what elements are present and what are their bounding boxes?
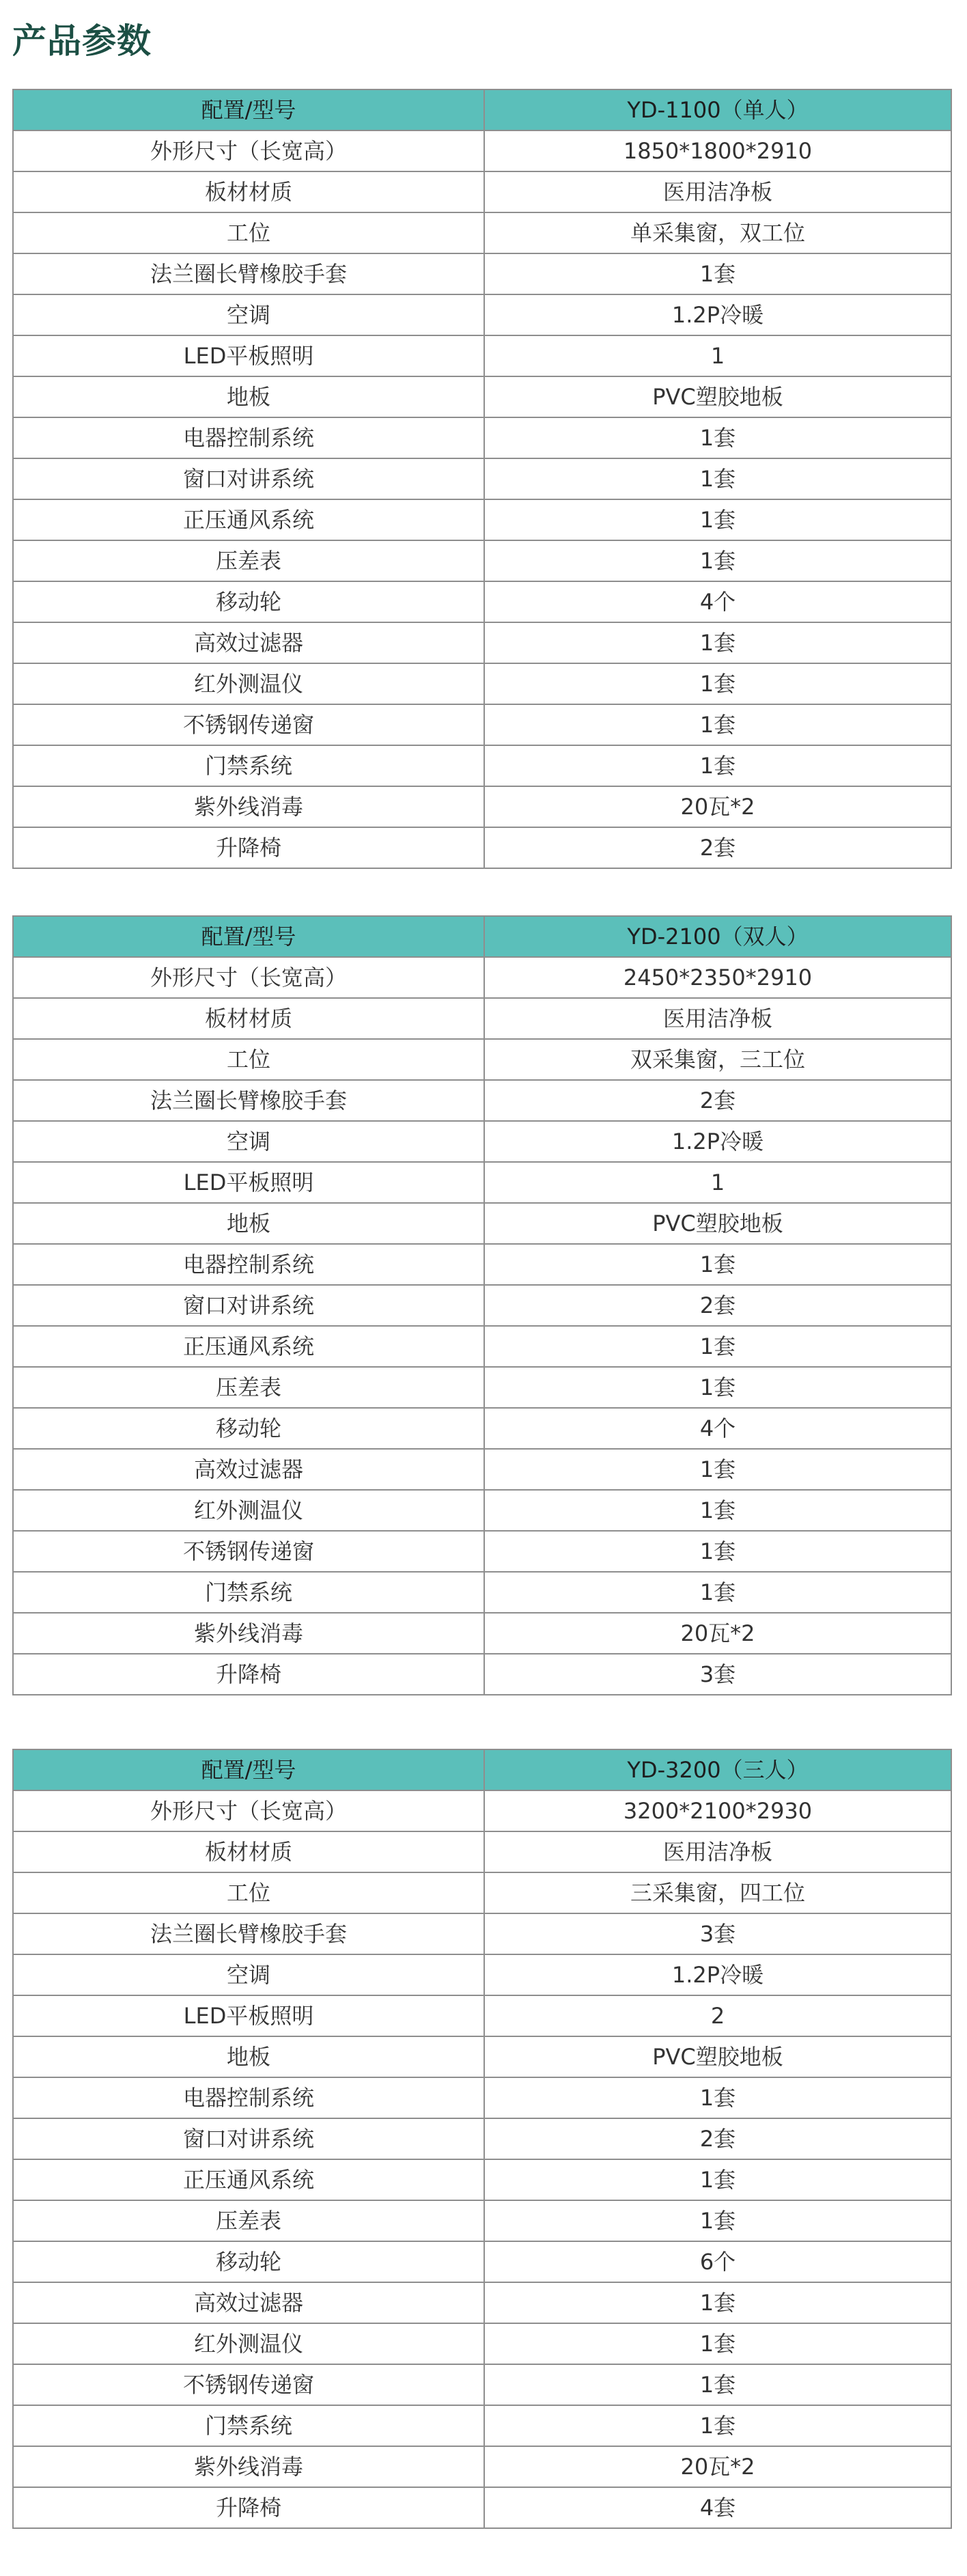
spec-label-cell: 门禁系统 [13,1572,484,1613]
spec-value-cell: 医用洁净板 [484,171,951,212]
spec-label-cell: 高效过滤器 [13,2282,484,2323]
spec-label-cell: 红外测温仪 [13,2323,484,2364]
table-row [13,540,951,581]
spec-table-yd-1100 [12,89,952,869]
spec-label-cell: 板材材质 [13,1831,484,1872]
spec-label-cell: 紫外线消毒 [13,786,484,827]
table-row [13,2241,951,2282]
table-row [13,376,951,417]
table-row [13,663,951,704]
spec-label-cell: 压差表 [13,540,484,581]
table-row [13,2323,951,2364]
table-row [13,458,951,499]
spec-value-cell: 1套 [484,2159,951,2200]
spec-value-cell: PVC塑胶地板 [484,1203,951,1244]
spec-value-cell: 1套 [484,1531,951,1572]
table-row [13,171,951,212]
spec-value-cell: 2套 [484,827,951,868]
table-row [13,1954,951,1995]
spec-label-cell: 紫外线消毒 [13,2446,484,2487]
model-name-cell: YD-3200（三人） [484,1749,951,1790]
spec-value-cell: 2套 [484,1285,951,1326]
spec-label-cell: 法兰圈长臂橡胶手套 [13,1080,484,1121]
table-row [13,130,951,171]
spec-value-cell: 1套 [484,2200,951,2241]
spec-value-cell: 4套 [484,2487,951,2528]
spec-label-cell: 高效过滤器 [13,622,484,663]
spec-value-cell: 1.2P冷暖 [484,1954,951,1995]
table-row [13,827,951,868]
spec-label-cell: LED平板照明 [13,1162,484,1203]
table-row [13,622,951,663]
spec-value-cell: 2 [484,1995,951,2036]
spec-label-cell: LED平板照明 [13,335,484,376]
spec-label-cell: 外形尺寸（长宽高） [13,130,484,171]
table-row [13,1203,951,1244]
spec-label-cell: LED平板照明 [13,1995,484,2036]
spec-label-cell: 移动轮 [13,581,484,622]
table-row [13,335,951,376]
spec-label-cell: 紫外线消毒 [13,1613,484,1654]
spec-value-cell: 1套 [484,1244,951,1285]
spec-label-cell: 法兰圈长臂橡胶手套 [13,1913,484,1954]
table-row [13,2487,951,2528]
table-row [13,1449,951,1490]
spec-label-cell: 空调 [13,1121,484,1162]
table-row [13,1408,951,1449]
spec-label-cell: 窗口对讲系统 [13,458,484,499]
spec-label-cell: 地板 [13,376,484,417]
table-row [13,1244,951,1285]
spec-value-cell: 1 [484,335,951,376]
spec-label-cell: 地板 [13,2036,484,2077]
page-title: 产品参数 [12,21,152,61]
table-row [13,2036,951,2077]
spec-table-yd-3200 [12,1749,952,2529]
table-row [13,1367,951,1408]
table-header-row [13,89,951,130]
table-row [13,1654,951,1695]
spec-value-cell: 1套 [484,458,951,499]
spec-value-cell: 医用洁净板 [484,1831,951,1872]
table-row [13,1913,951,1954]
spec-label-cell: 正压通风系统 [13,1326,484,1367]
spec-label-cell: 红外测温仪 [13,663,484,704]
spec-label-cell: 不锈钢传递窗 [13,704,484,745]
spec-value-cell: 三采集窗，四工位 [484,1872,951,1913]
spec-label-cell: 升降椅 [13,2487,484,2528]
spec-label-cell: 升降椅 [13,1654,484,1695]
table-row [13,1326,951,1367]
spec-label-cell: 空调 [13,1954,484,1995]
spec-value-cell: 1套 [484,2282,951,2323]
spec-label-cell: 不锈钢传递窗 [13,1531,484,1572]
table-row [13,1572,951,1613]
table-row [13,2364,951,2405]
table-row [13,998,951,1039]
spec-label-cell: 门禁系统 [13,745,484,786]
model-name-cell: YD-2100（双人） [484,916,951,957]
spec-label-cell: 板材材质 [13,998,484,1039]
spec-value-cell: 1套 [484,2323,951,2364]
table-row [13,1039,951,1080]
spec-label-cell: 工位 [13,1872,484,1913]
spec-value-cell: 1套 [484,2077,951,2118]
spec-label-cell: 电器控制系统 [13,2077,484,2118]
spec-label-cell: 电器控制系统 [13,1244,484,1285]
spec-label-cell: 压差表 [13,1367,484,1408]
table-row [13,1121,951,1162]
spec-value-cell: 医用洁净板 [484,998,951,1039]
spec-value-cell: 1套 [484,1572,951,1613]
table-row [13,212,951,253]
table-row [13,2159,951,2200]
spec-label-cell: 压差表 [13,2200,484,2241]
spec-value-cell: 1套 [484,704,951,745]
spec-label-cell: 移动轮 [13,1408,484,1449]
spec-value-cell: 2套 [484,1080,951,1121]
spec-value-cell: 1.2P冷暖 [484,1121,951,1162]
spec-label-cell: 窗口对讲系统 [13,2118,484,2159]
spec-value-cell: 20瓦*2 [484,2446,951,2487]
table-row [13,253,951,294]
spec-value-cell: 1套 [484,663,951,704]
spec-label-cell: 正压通风系统 [13,2159,484,2200]
table-row [13,1995,951,2036]
table-row [13,581,951,622]
spec-label-cell: 电器控制系统 [13,417,484,458]
header-label-cell: 配置/型号 [13,1749,484,1790]
spec-value-cell: 3200*2100*2930 [484,1790,951,1831]
table-row [13,745,951,786]
spec-label-cell: 窗口对讲系统 [13,1285,484,1326]
table-row [13,1613,951,1654]
spec-label-cell: 红外测温仪 [13,1490,484,1531]
spec-value-cell: 3套 [484,1654,951,1695]
spec-label-cell: 板材材质 [13,171,484,212]
spec-label-cell: 不锈钢传递窗 [13,2364,484,2405]
spec-value-cell: 1套 [484,2405,951,2446]
table-row [13,2446,951,2487]
spec-label-cell: 升降椅 [13,827,484,868]
table-row [13,417,951,458]
spec-label-cell: 正压通风系统 [13,499,484,540]
spec-value-cell: 1套 [484,1490,951,1531]
spec-label-cell: 空调 [13,294,484,335]
spec-value-cell: 4个 [484,581,951,622]
spec-table-yd-2100 [12,915,952,1695]
spec-label-cell: 移动轮 [13,2241,484,2282]
table-row [13,2200,951,2241]
spec-value-cell: 1套 [484,745,951,786]
spec-value-cell: 1套 [484,540,951,581]
spec-value-cell: 1850*1800*2910 [484,130,951,171]
spec-label-cell: 工位 [13,1039,484,1080]
table-row [13,704,951,745]
spec-value-cell: 1套 [484,622,951,663]
table-row [13,499,951,540]
table-row [13,1872,951,1913]
spec-value-cell: 双采集窗，三工位 [484,1039,951,1080]
spec-value-cell: 6个 [484,2241,951,2282]
spec-value-cell: 2套 [484,2118,951,2159]
spec-value-cell: 1.2P冷暖 [484,294,951,335]
spec-value-cell: 2450*2350*2910 [484,957,951,998]
spec-value-cell: 1套 [484,499,951,540]
model-name-cell: YD-1100（单人） [484,89,951,130]
spec-value-cell: 20瓦*2 [484,1613,951,1654]
spec-value-cell: 3套 [484,1913,951,1954]
table-row [13,2405,951,2446]
spec-value-cell: 1套 [484,417,951,458]
table-row [13,294,951,335]
table-row [13,1285,951,1326]
table-header-row [13,1749,951,1790]
spec-value-cell: 1套 [484,1367,951,1408]
table-row [13,2077,951,2118]
spec-value-cell: 1套 [484,1326,951,1367]
table-row [13,957,951,998]
spec-label-cell: 外形尺寸（长宽高） [13,957,484,998]
table-row [13,1531,951,1572]
spec-value-cell: 1套 [484,253,951,294]
table-row [13,1080,951,1121]
spec-value-cell: 单采集窗，双工位 [484,212,951,253]
spec-value-cell: 1套 [484,1449,951,1490]
spec-label-cell: 地板 [13,1203,484,1244]
spec-value-cell: 1套 [484,2364,951,2405]
table-header-row [13,916,951,957]
spec-label-cell: 门禁系统 [13,2405,484,2446]
spec-value-cell: PVC塑胶地板 [484,376,951,417]
spec-label-cell: 法兰圈长臂橡胶手套 [13,253,484,294]
header-label-cell: 配置/型号 [13,916,484,957]
table-row [13,2282,951,2323]
table-row [13,1162,951,1203]
table-row [13,2118,951,2159]
spec-label-cell: 外形尺寸（长宽高） [13,1790,484,1831]
table-row [13,1831,951,1872]
spec-label-cell: 高效过滤器 [13,1449,484,1490]
spec-label-cell: 工位 [13,212,484,253]
spec-value-cell: PVC塑胶地板 [484,2036,951,2077]
table-row [13,786,951,827]
table-row [13,1490,951,1531]
spec-value-cell: 20瓦*2 [484,786,951,827]
spec-value-cell: 1 [484,1162,951,1203]
spec-value-cell: 4个 [484,1408,951,1449]
table-row [13,1790,951,1831]
header-label-cell: 配置/型号 [13,89,484,130]
